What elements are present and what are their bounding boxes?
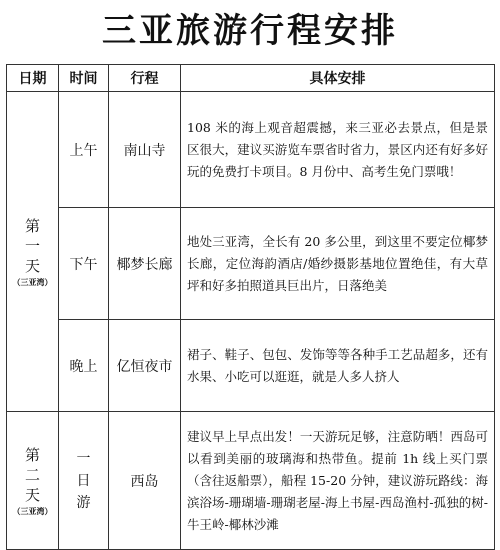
time-cell: 上午 — [59, 92, 109, 208]
day1-char: 一 — [24, 236, 40, 255]
header-time: 时间 — [59, 65, 109, 92]
table-row — [7, 412, 495, 550]
table-row — [7, 320, 495, 412]
day1-char: 第 — [24, 216, 40, 235]
day2-subtitle: （三亚湾） — [12, 505, 53, 516]
day2-char: 第 — [24, 445, 40, 464]
table-row — [7, 208, 495, 320]
day2-char: 二 — [24, 465, 40, 484]
route-cell: 西岛 — [109, 412, 181, 550]
time-char: 日 — [76, 472, 91, 489]
detail-cell: 裙子、鞋子、包包、发饰等等各种手工艺品超多，还有水果、小吃可以逛逛，就是人多人挤人 — [181, 320, 495, 412]
route-cell: 亿恒夜市 — [109, 320, 181, 412]
detail-cell: 108 米的海上观音超震撼，来三亚必去景点，但是景区很大，建议买游览车票省时省力，景区内还有好多好玩的免费打卡项目。8 月份中、高考生免门票哦！ — [181, 92, 495, 208]
day1-char: 天 — [24, 256, 40, 275]
detail-cell: 建议早上早点出发！一天游玩足够，注意防晒！西岛可以看到美丽的玻璃海和热带鱼。提前 1h 线上买门票（含往返船票），船程 15-20 分钟，建议游玩路线：海滨浴场-珊瑚墙-珊瑚老屋-海上书屋-西岛渔村-孤独的树-牛王岭-椰林沙滩 — [181, 412, 495, 550]
time-char: 一 — [76, 450, 91, 467]
table-header-row — [7, 65, 495, 92]
day2-char: 天 — [24, 485, 40, 504]
time-cell — [59, 412, 109, 550]
route-cell: 南山寺 — [109, 92, 181, 208]
itinerary-table — [6, 64, 495, 550]
page-title: 三亚旅游行程安排 — [102, 11, 398, 51]
header-date: 日期 — [7, 65, 59, 92]
time-char: 游 — [76, 494, 91, 511]
header-detail: 具体安排 — [181, 65, 495, 92]
day1-subtitle: （三亚湾） — [12, 276, 53, 287]
detail-cell: 地处三亚湾，全长有 20 多公里，到这里不要定位椰梦长廊，定位海韵酒店/婚纱摄影基地位置绝佳，有大草坪和好多拍照道具巨出片，日落绝美 — [181, 208, 495, 320]
route-cell: 椰梦长廊 — [109, 208, 181, 320]
time-cell: 下午 — [59, 208, 109, 320]
day2-cell — [7, 412, 59, 550]
day1-cell — [7, 92, 59, 412]
header-route: 行程 — [109, 65, 181, 92]
table-row — [7, 92, 495, 208]
time-cell: 晚上 — [59, 320, 109, 412]
